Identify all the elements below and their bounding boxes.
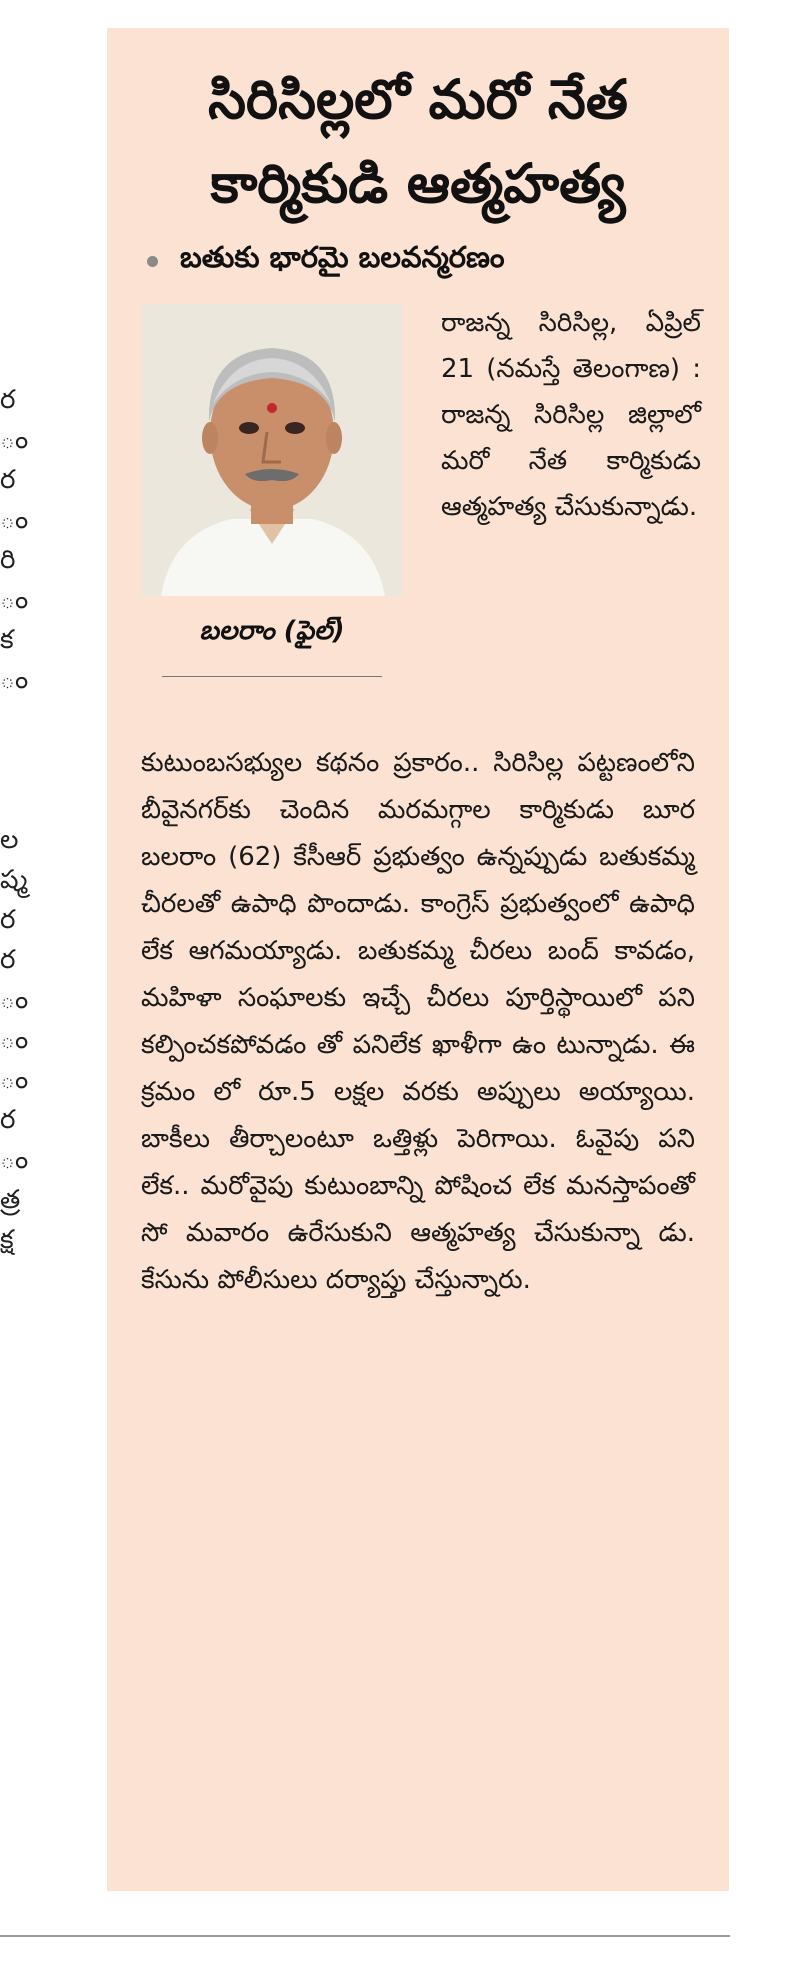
headline-line-2: కార్మికుడి ఆత్మహత్య bbox=[210, 152, 626, 215]
lead-paragraph: రాజన్న సిరిసిల్ల, ఏప్రిల్ 21 (నమస్తే తెలంగాణ) : రాజన్న సిరిసిల్ల జిల్లాలో మరో నేత కార్మికుడు ఆత్మహత్య చేసుకున్నాడు. bbox=[441, 308, 701, 522]
caption-divider bbox=[162, 676, 382, 677]
adjacent-column-fragment bbox=[0, 380, 29, 1260]
column-fragment-glyph: ర bbox=[0, 905, 16, 935]
column-fragment-glyph: ం bbox=[0, 505, 29, 535]
photo-block bbox=[141, 304, 403, 677]
body-paragraph: కుటుంబసభ్యుల కథనం ప్రకారం.. సిరిసిల్ల పట్టణంలోని బీవైనగర్‌కు చెందిన మరమగ్గాల కార్మికుడు బూర బలరాం (62) కేసీఆర్ ప్రభుత్వం ఉన్నప్పుడు బతుకమ్మ చీరలతో ఉపాధి పొందాడు. కాంగ్రెస్ ప్రభుత్వంలో ఉపాధి లేక ఆగమయ్యాడు. బతుకమ్మ చీరలు బంద్ కావడం, మహిళా సంఘాలకు ఇచ్చే చీరలు పూర్తిస్థాయిలో పని కల్పించకపోవడం తో పనిలేక ఖాళీగా ఉం టున్నాడు. ఈ క్రమం లో రూ.5 లక్షల వరకు అప్పులు అయ్యాయి. బాకీలు తీర్చాలంటూ ఒత్తిళ్లు పెరిగాయి. ఓవైపు పని లేక.. మరోవైపు కుటుంబాన్ని పోషించ లేక మనస్తాపంతో సో మవారం ఉరేసుకుని ఆత్మహత్య చేసుకున్నా డు. కేసును పోలీసులు దర్యాప్తు చేస్తున్నారు. bbox=[141, 748, 695, 1295]
person-photo bbox=[141, 304, 403, 596]
column-fragment-glyph: క్ష bbox=[0, 1225, 14, 1255]
column-fragment-glyph: ర bbox=[0, 1105, 16, 1135]
column-fragment-glyph: ం bbox=[0, 1145, 29, 1175]
column-fragment-glyph: రి bbox=[0, 545, 16, 575]
column-fragment-glyph: త్ర bbox=[0, 1185, 21, 1215]
news-article bbox=[107, 28, 729, 1891]
column-fragment-glyph: ం bbox=[0, 425, 29, 455]
subheadline-text: బతుకు భారమై బలవన్మరణం bbox=[180, 240, 505, 274]
column-fragment-glyph bbox=[0, 780, 16, 820]
column-fragment-glyph bbox=[0, 700, 16, 740]
column-fragment-glyph: ం bbox=[0, 985, 29, 1015]
headline-line-1: సిరిసిల్లలో మరో నేత bbox=[208, 68, 628, 131]
column-fragment-glyph: ర bbox=[0, 945, 16, 975]
column-fragment-glyph: ం bbox=[0, 1065, 29, 1095]
column-fragment-glyph: ర bbox=[0, 385, 16, 415]
column-fragment-glyph: ం bbox=[0, 665, 29, 695]
bullet-icon bbox=[147, 256, 158, 267]
photo-caption: బలరాం (ఫైల్) bbox=[199, 616, 345, 646]
column-fragment-glyph: ం bbox=[0, 585, 29, 615]
portrait-illustration bbox=[141, 304, 403, 596]
headline bbox=[141, 58, 695, 226]
subheadline bbox=[141, 240, 695, 282]
column-fragment-glyph: క bbox=[0, 625, 14, 655]
lead-block bbox=[141, 294, 701, 734]
column-fragment-glyph: ష్మ bbox=[0, 865, 28, 895]
column-fragment-glyph bbox=[0, 740, 16, 780]
page-divider bbox=[0, 1935, 730, 1937]
column-fragment-glyph: ర bbox=[0, 465, 16, 495]
column-fragment-glyph: ం bbox=[0, 1025, 29, 1055]
column-fragment-glyph: ల bbox=[0, 825, 19, 855]
